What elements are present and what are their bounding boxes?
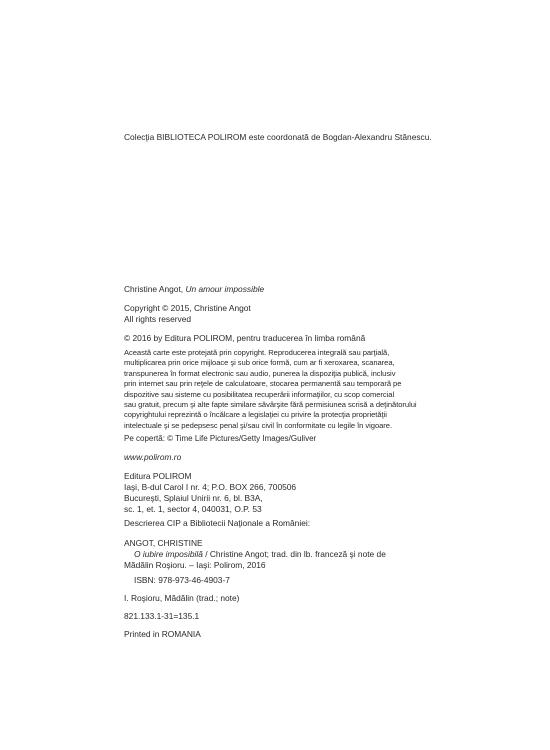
- protection-line: copyrightului reprezintă o încălcare a legislaţiei cu privire la protecţia proprietăţii: [124, 410, 387, 420]
- cip-classification: [124, 611, 434, 622]
- cip-title-rest: / Christine Angot; trad. din lb. franceză şi note de: [202, 549, 386, 559]
- rights-reserved: All rights reserved: [124, 314, 192, 324]
- cip-contributor: [124, 593, 434, 604]
- series-note: Colecţia BIBLIOTECA POLIROM este coordonată de Bogdan-Alexandru Stănescu.: [124, 132, 432, 142]
- classification-text: 821.133.1-31=135.1: [124, 611, 200, 621]
- protection-line: intelectuale şi se pedepsesc penal şi/sau civil în conformitate cu legile în vigoare.: [124, 420, 393, 430]
- cip-title: O iubire imposibilă: [134, 549, 203, 559]
- contributor-text: I. Roşioru, Mădălin (trad.; note): [124, 593, 240, 603]
- translation-copyright-text: © 2016 by Editura POLIROM, pentru traducerea în limba română: [124, 333, 366, 343]
- isbn: [124, 575, 434, 586]
- copyright-block: [124, 303, 434, 325]
- publisher-name: Editura POLIROM: [124, 471, 192, 481]
- original-title-line: [124, 284, 434, 295]
- cover-credit-text: Pe copertă: © Time Life Pictures/Getty Images/Guliver: [124, 434, 317, 443]
- publisher-address-line: Bucureşti, Splaiul Unirii nr. 6, bl. B3A,: [124, 493, 263, 503]
- website-url: www.polirom.ro: [124, 452, 182, 462]
- original-title: Un amour impossible: [185, 284, 265, 294]
- protection-line: multiplicarea prin orice mijloace şi sub orice formă, cum ar fi xeroxarea, scanarea,: [124, 358, 395, 368]
- cip-author: ANGOT, CHRISTINE: [124, 538, 203, 548]
- website: [124, 452, 434, 463]
- isbn-text: ISBN: 978-973-46-4903-7: [134, 575, 230, 585]
- translation-copyright: [124, 333, 434, 344]
- printed-in: [124, 629, 434, 640]
- cip-translator: Mădălin Roşioru. – Iaşi: Polirom, 2016: [124, 560, 266, 570]
- cip-title-line: [124, 549, 434, 560]
- cover-credit: [124, 433, 434, 444]
- protection-line: dispozitive sau sisteme cu posibilitatea recuperării informaţiilor, cu scop comercial: [124, 389, 395, 399]
- copyright-protection-paragraph: [124, 348, 436, 431]
- publisher-address-line: Iaşi, B-dul Carol I nr. 4; P.O. BOX 266, 700506: [124, 482, 297, 492]
- publisher-address-line: sc. 1, et. 1, sector 4, 040031, O.P. 53: [124, 504, 262, 514]
- cip-heading: [124, 518, 434, 529]
- protection-line: Această carte este protejată prin copyright. Reproducerea integrală sau parţială,: [124, 348, 390, 357]
- cip-record: [124, 538, 434, 571]
- original-author: Christine Angot,: [124, 284, 186, 294]
- cip-heading-text: Descrierea CIP a Bibliotecii Naţionale a României:: [124, 518, 311, 528]
- protection-line: transpunerea în format electronic sau audio, punerea la dispoziţia publică, inclusiv: [124, 368, 396, 378]
- protection-line: prin internet sau prin reţele de calculatoare, stocarea permanentă sau temporară pe: [124, 379, 402, 389]
- publisher-address: [124, 471, 434, 515]
- copyright-line: Copyright © 2015, Christine Angot: [124, 303, 251, 313]
- protection-line: sau gratuit, precum şi alte fapte similare săvârşite fără permisiunea scrisă a deţinătorului: [124, 400, 417, 410]
- printed-in-text: Printed in ROMANIA: [124, 629, 201, 639]
